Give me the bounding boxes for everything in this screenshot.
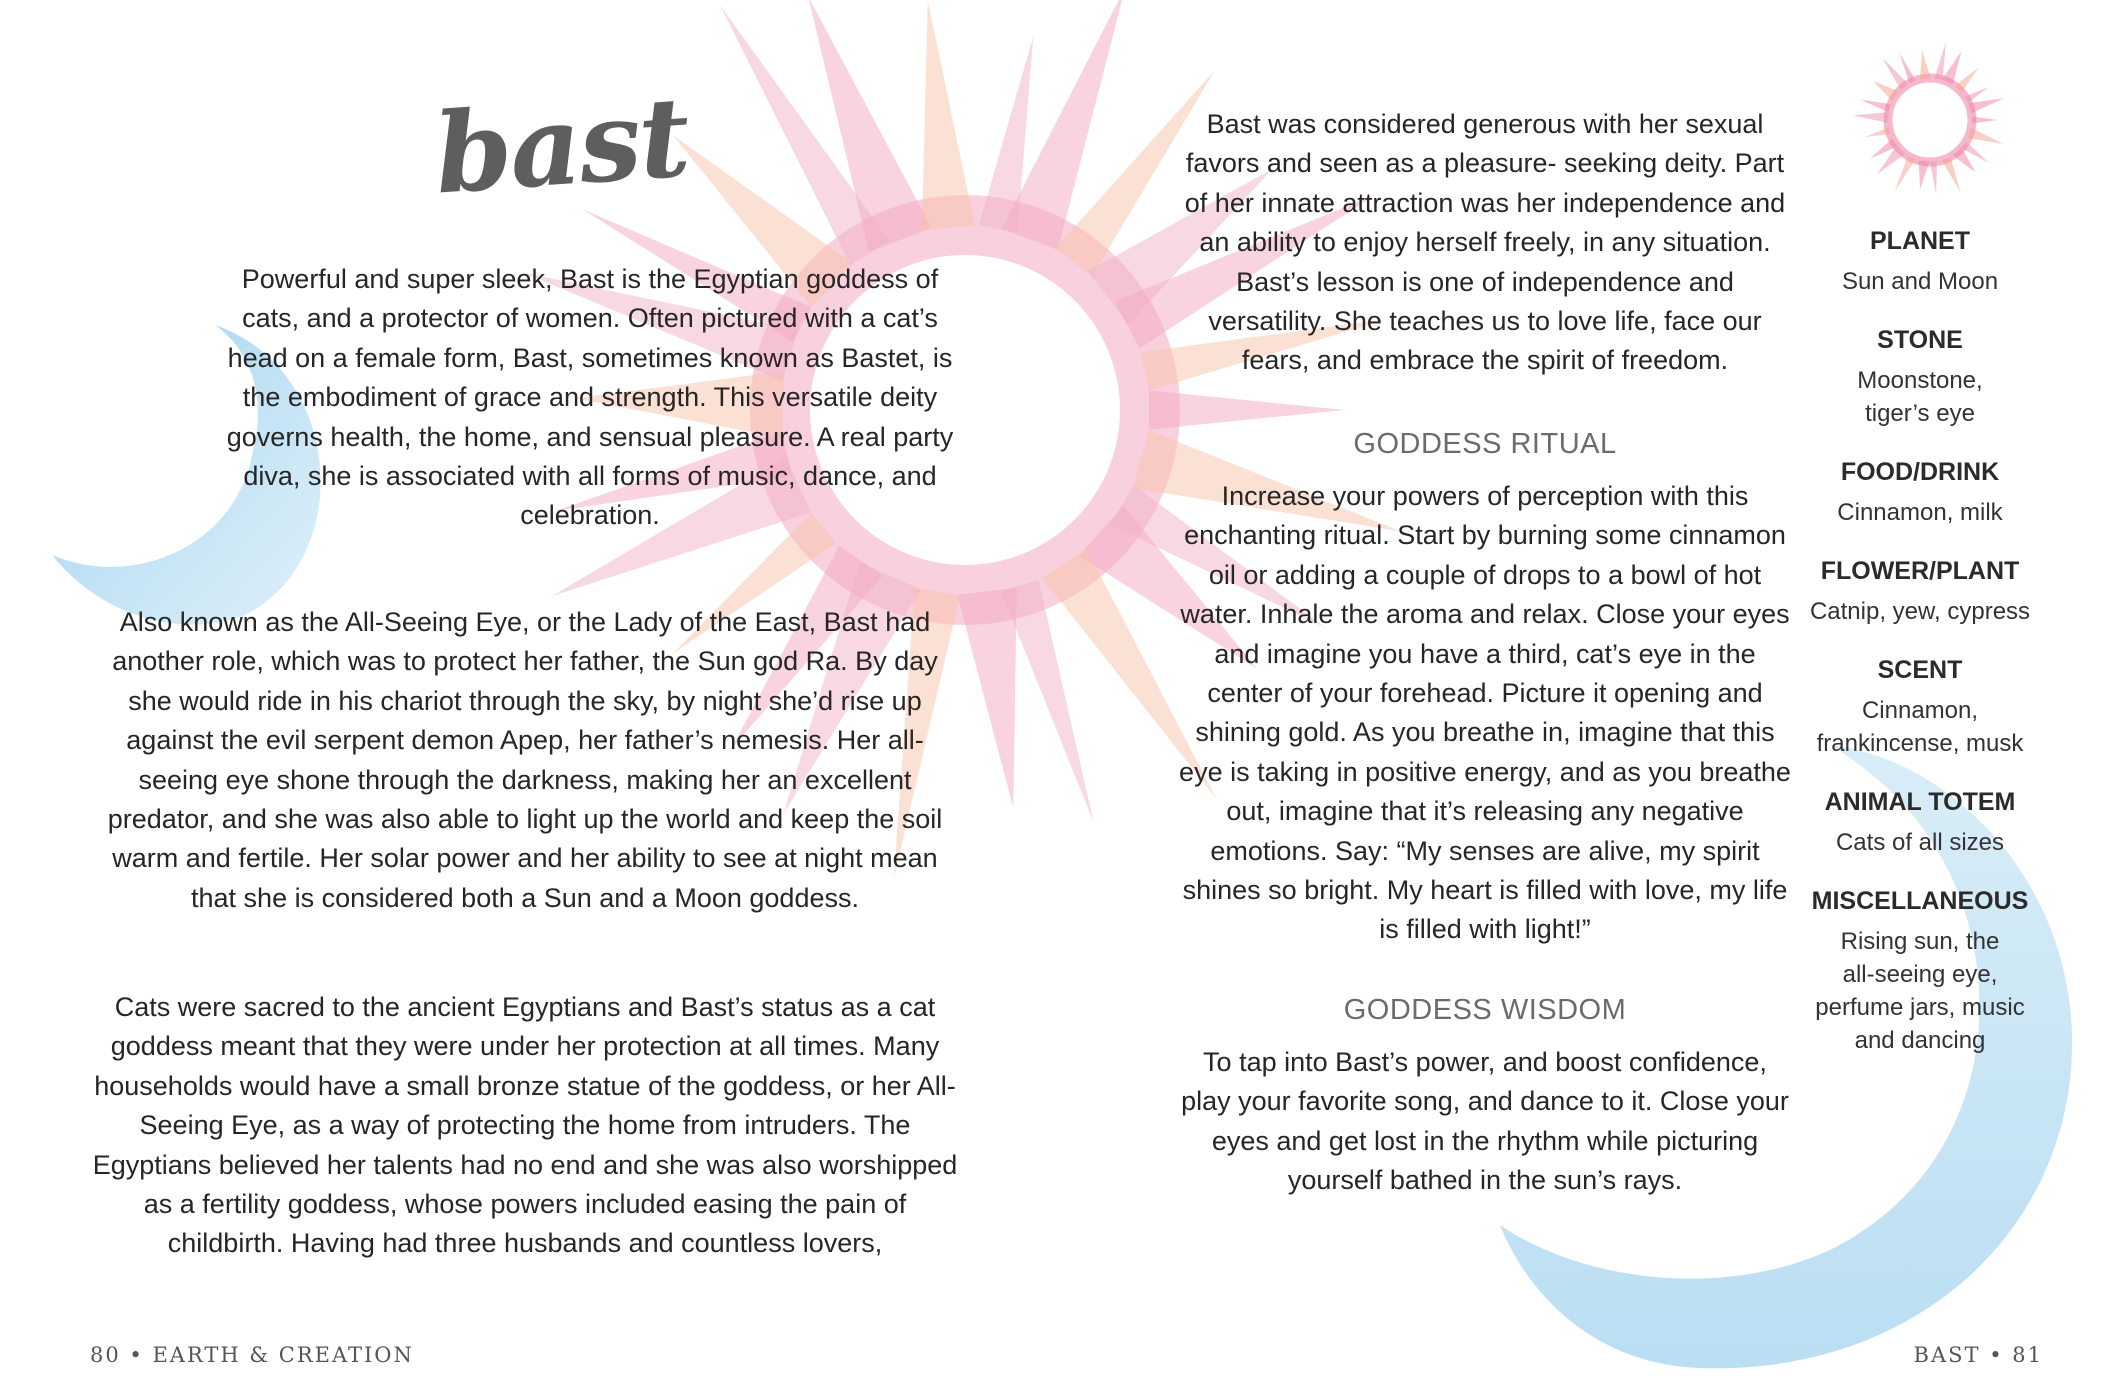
cats-paragraph: Cats were sacred to the ancient Egyptians and Bast’s status as a cat goddess meant that they were under her protection at all times. Many households would have a small bronze statue of the goddess, or her All-Seeing Eye, as a way of protecting the home from intruders. The Egyptians believed her talents had no end and she was also worshipped as a fertility goddess, whose powers included easing the pain of childbirth. Having had three husbands and countless lovers, (92, 992, 958, 1259)
wisdom-paragraph: To tap into Bast’s power, and boost confidence, play your favorite song, and dance to it. Close your eyes and get lost in the rhythm while picturing yourself bathed in the sun’s rays. (1181, 1047, 1789, 1196)
sidebar-value: Cinnamon, frankincense, musk (1816, 697, 2024, 757)
sidebar-label: FLOWER/PLANT (1820, 557, 2020, 585)
attributes-sidebar (1800, 225, 2040, 1083)
sidebar-value: Cinnamon, milk (1837, 499, 2003, 526)
sidebar-label: FOOD/DRINK (1840, 458, 2000, 486)
sidebar-label: STONE (1877, 326, 1963, 354)
page-footer-left: 80 • EARTH & CREATION (90, 1343, 414, 1367)
sidebar-item-animal-totem (1800, 786, 2040, 859)
sidebar-item-flower-plant (1800, 555, 2040, 628)
sidebar-value: Rising sun, the all-seeing eye, perfume jars, music and dancing (1815, 928, 2025, 1054)
sidebar-label: MISCELLANEOUS (1811, 887, 2029, 915)
page-title: bast (430, 72, 693, 219)
sidebar-value: Catnip, yew, cypress (1809, 598, 2031, 625)
sun-icon (1853, 42, 2004, 194)
sidebar-value: Cats of all sizes (1835, 829, 2005, 856)
sidebar-label: PLANET (1870, 227, 1970, 255)
sidebar-label: SCENT (1877, 656, 1963, 684)
ritual-paragraph: Increase your powers of perception with this enchanting ritual. Start by burning some cinnamon oil or adding a couple of drops to a bowl of hot water. Inhale the aroma and relax. Close your eyes and imagine you have a third, cat’s eye in the center of your forehead. Picture it opening and shining gold. As you breathe in, imagine that this eye is taking in positive energy, and as you breathe out, imagine that it’s releasing any negative emotions. Say: “My senses are alive, my spirit shines so bright. My heart is filled with love, my life is filled with light!” (1179, 481, 1791, 945)
sidebar-value: Moonstone, tiger’s eye (1857, 367, 1983, 427)
continuation-paragraph: Bast was considered generous with her sexual favors and seen as a pleasure- seeking deity. Part of her innate attraction was her independence and an ability to enjoy herself freely, in any situation. Bast’s lesson is one of independence and versatility. She teaches us to love life, face our fears, and embrace the spirit of freedom. (1184, 109, 1786, 376)
sidebar-label: ANIMAL TOTEM (1824, 788, 2016, 816)
page-footer-right: BAST • 81 (1913, 1343, 2043, 1367)
intro-paragraph: Powerful and super sleek, Bast is the Egyptian goddess of cats, and a protector of women. Often pictured with a cat’s head on a female form, Bast, sometimes known as Bastet, is the embodiment of grace and strength. This versatile deity governs health, the home, and sensual pleasure. A real party diva, she is associated with all forms of music, dance, and celebration. (226, 264, 954, 531)
sidebar-value: Sun and Moon (1841, 268, 1999, 295)
eye-paragraph: Also known as the All-Seeing Eye, or the Lady of the East, Bast had another role, which was to protect her father, the Sun god Ra. By day she would ride in his chariot through the sky, by night she’d rise up against the evil serpent demon Apep, her father’s nemesis. Her all-seeing eye shone through the darkness, making her an excellent predator, and she was also able to light up the world and keep the soil warm and fertile. Her solar power and her ability to see at night mean that she is considered both a Sun and a Moon goddess. (107, 607, 943, 913)
sidebar-item-food-drink (1800, 456, 2040, 529)
sidebar-item-stone (1800, 324, 2040, 430)
wisdom-heading: GODDESS WISDOM (1343, 994, 1627, 1026)
sidebar-item-planet (1800, 225, 2040, 298)
sidebar-item-scent (1800, 654, 2040, 760)
sidebar-item-miscellaneous (1800, 885, 2040, 1057)
ritual-heading: GODDESS RITUAL (1353, 428, 1617, 460)
